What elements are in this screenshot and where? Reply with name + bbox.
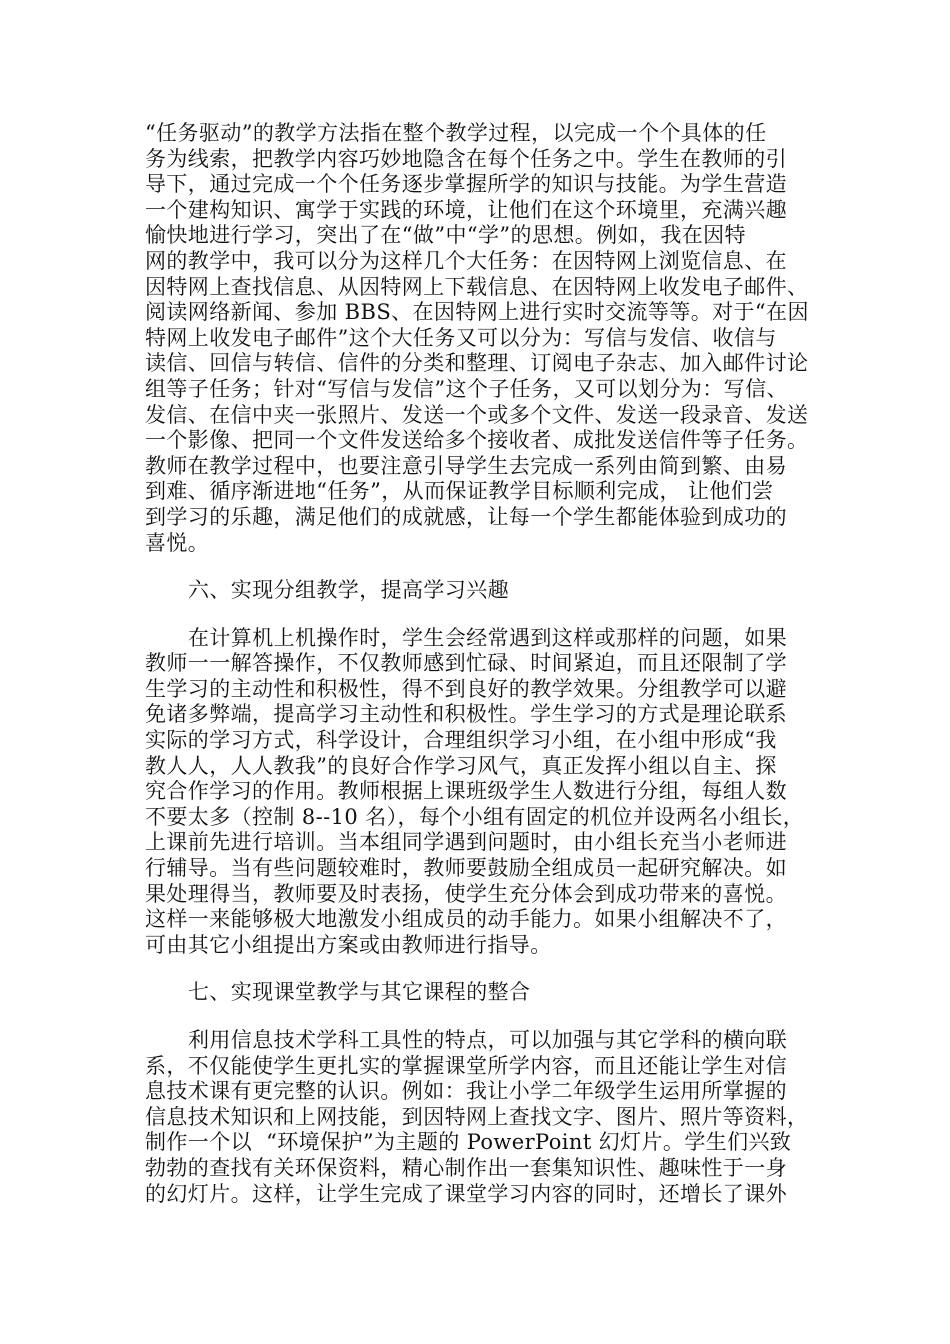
text-line: 系，不仅能使学生更扎实的掌握课堂所学内容，而且还能让学生对信 bbox=[145, 1053, 787, 1078]
text-line: 到难、循序渐进地“任务”，从而保证教学目标顺利完成， 让他们尝 bbox=[145, 479, 774, 504]
text-line: 喜悦。 bbox=[145, 530, 210, 555]
section-heading-7 bbox=[145, 980, 807, 1006]
heading-text: 六、实现分组教学，提高学习兴趣 bbox=[188, 578, 509, 603]
paragraph-task-driven bbox=[145, 121, 807, 556]
text-line: 在计算机上机操作时，学生会经常遇到这样或那样的问题，如果 bbox=[188, 625, 788, 650]
text-line: 导下，通过完成一个个任务逐步掌握所学的知识与技能。为学生营造 bbox=[145, 172, 787, 197]
text-line: 的幻灯片。这样，让学生完成了课堂学习内容的同时，还增长了课外 bbox=[145, 1181, 787, 1206]
text-line: 勃勃的查找有关环保资料，精心制作出一套集知识性、趣味性于一身 bbox=[145, 1155, 787, 1180]
text-line: 务为线索，把教学内容巧妙地隐含在每个任务之中。学生在教师的引 bbox=[145, 146, 787, 171]
text-line: 一个建构知识、寓学于实践的环境，让他们在这个环境里，充满兴趣 bbox=[145, 197, 787, 222]
text-line: 信息技术知识和上网技能，到因特网上查找文字、图片、照片等资料， bbox=[145, 1104, 809, 1129]
text-line: 发信、在信中夹一张照片、发送一个或多个文件、发送一段录音、发送 bbox=[145, 402, 809, 427]
text-line: 读信、回信与转信、信件的分类和整理、订阅电子杂志、加入邮件讨论 bbox=[145, 351, 809, 376]
section-heading-6 bbox=[145, 578, 807, 604]
text-line: 特网上收发电子邮件”这个大任务又可以分为：写信与发信、收信与 bbox=[145, 325, 777, 350]
text-line: 利用信息技术学科工具性的特点，可以加强与其它学科的横向联 bbox=[188, 1028, 788, 1052]
text-line: 到学习的乐趣，满足他们的成就感，让每一个学生都能体验到成功的 bbox=[145, 504, 787, 529]
text-line: 网的教学中，我可以分为这样几个大任务：在因特网上浏览信息、在 bbox=[145, 248, 787, 273]
text-line: 这样一来能够极大地激发小组成员的动手能力。如果小组解决不了， bbox=[145, 907, 787, 932]
text-line: 因特网上查找信息、从因特网上下载信息、在因特网上收发电子邮件、 bbox=[145, 274, 809, 299]
text-line: 息技术课有更完整的认识。例如：我让小学二年级学生运用所掌握的 bbox=[145, 1079, 787, 1104]
text-line: 组等子任务；针对“写信与发信”这个子任务，又可以划分为：写信、 bbox=[145, 376, 788, 401]
text-line: 阅读网络新闻、参加 BBS、在因特网上进行实时交流等等。对于“在因 bbox=[145, 300, 809, 325]
text-line: 行辅导。当有些问题较难时，教师要鼓励全组成员一起研究解决。如 bbox=[145, 856, 787, 881]
text-line: 愉快地进行学习，突出了在“做”中“学”的思想。例如，我在因特 bbox=[145, 223, 746, 248]
text-line: 免诸多弊端，提高学习主动性和积极性。学生学习的方式是理论联系 bbox=[145, 702, 787, 727]
text-line: “任务驱动”的教学方法指在整个教学过程，以完成一个个具体的任 bbox=[145, 121, 767, 145]
paragraph-curriculum-integration bbox=[145, 1028, 807, 1207]
text-line: 生学习的主动性和积极性，得不到良好的教学效果。分组教学可以避 bbox=[145, 676, 787, 701]
text-line: 不要太多（控制 8--10 名），每个小组有固定的机位并设两名小组长， bbox=[145, 804, 805, 829]
text-line: 教人人，人人教我”的良好合作学习风气，真正发挥小组以自主、探 bbox=[145, 753, 777, 778]
heading-text: 七、实现课堂教学与其它课程的整合 bbox=[188, 980, 531, 1005]
text-line: 上课前先进行培训。当本组同学遇到问题时，由小组长充当小老师进 bbox=[145, 830, 787, 855]
text-line: 果处理得当，教师要及时表扬，使学生充分体会到成功带来的喜悦。 bbox=[145, 881, 787, 906]
text-line: 制作一个以 “环境保护”为主题的 PowerPoint 幻灯片。学生们兴致 bbox=[145, 1130, 792, 1155]
text-line: 可由其它小组提出方案或由教师进行指导。 bbox=[145, 932, 552, 957]
paragraph-group-teaching bbox=[145, 626, 807, 959]
document-page bbox=[145, 121, 807, 1207]
text-line: 一个影像、把同一个文件发送给多个接收者、成批发送信件等子任务。 bbox=[145, 428, 809, 453]
text-line: 教师一一解答操作，不仅教师感到忙碌、时间紧迫，而且还限制了学 bbox=[145, 651, 787, 676]
text-line: 究合作学习的作用。教师根据上课班级学生人数进行分组，每组人数 bbox=[145, 779, 787, 804]
text-line: 实际的学习方式，科学设计，合理组织学习小组，在小组中形成“我 bbox=[145, 728, 777, 753]
text-line: 教师在教学过程中，也要注意引导学生去完成一系列由简到繁、由易 bbox=[145, 453, 787, 478]
